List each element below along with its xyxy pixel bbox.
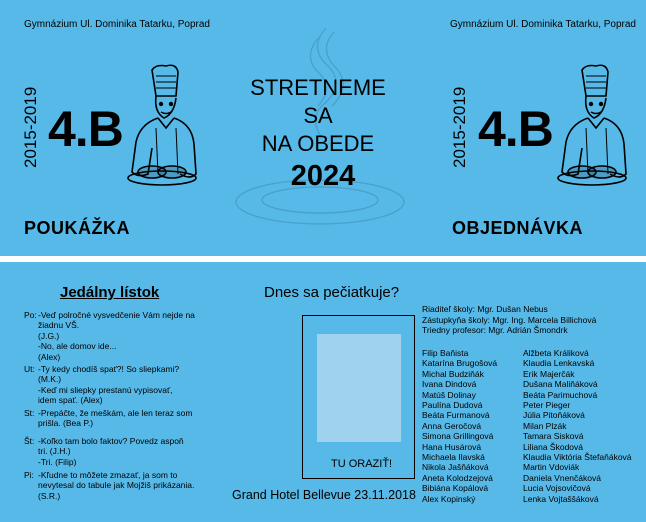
staff-list: Riaditeľ školy: Mgr. Dušan Nebus Zástupkyňa školy: Mgr. Ing. Marcela Billichová Triedny profesor: Mgr. Adrián Šmondrk (422, 304, 597, 335)
years-left: 2015-2019 (21, 86, 40, 168)
students-list-right: Alžbeta Králiková Klaudia Lenkavská Erik Majerčák Dušana Maliňáková Beáta Parimuchová Peter Pieger Júlia Pitoňáková Milan Plzák Tamara Sisková Liliana Škodová Klaudia Viktória Štefaňáková Martin Vdoviák Daniela Vnenčáková Lucia Vojsovičová Lenka Vojtaššáková (523, 348, 632, 504)
headline-line-2: SA (303, 103, 333, 128)
chef-icon (548, 62, 630, 192)
event-venue-date: Grand Hotel Bellevue 23.11.2018 (232, 488, 416, 502)
stamp-frame (302, 315, 415, 479)
menu-entry-tuesday: Ut: -Ty kedy chodíš spať?! So sliepkami? (M.K.) -Keď mi sliepky prestanú vypisovať, idem spať. (Alex) (24, 364, 180, 406)
stamp-label: TU ORAZIŤ! (331, 458, 393, 470)
menu-title: Jedálny lístok (60, 284, 160, 301)
headline-line-1: STRETNEME (250, 75, 386, 100)
class-right: 4.B (478, 101, 553, 157)
class-left: 4.B (48, 101, 123, 157)
years-right: 2015-2019 (450, 86, 469, 168)
menu-entry-wednesday: St: -Prepáčte, že meškám, ale len teraz som prišla. (Bea P.) (24, 408, 193, 429)
menu-entry-thursday: Št: -Koľko tam bolo faktov? Povedz aspoň tri. (J.H.) -Tri. (Filip) (24, 436, 184, 467)
chef-icon (118, 62, 200, 192)
stamp-question: Dnes sa pečiatkuje? (264, 284, 400, 301)
stamp-area (317, 334, 401, 442)
voucher-label: POUKÁŽKA (24, 218, 130, 238)
headline (228, 74, 408, 158)
students-list-left: Filip Baňista Katarína Brugošová Michal Budziňák Ivana Dindová Matúš Dolinay Paulína Dudová Beáta Furmanová Anna Geročová Simona Grillingová Hana Husárová Michaela Ilavská Nikola Jašňáková Aneta Kolodzejová Bibiána Kopálová Alex Kopinský (422, 348, 498, 504)
school-name-right: Gymnázium Ul. Dominika Tatarku, Poprad (450, 19, 636, 30)
menu-entry-friday: Pi: -Kľudne to môžete zmazať, ja som to nevytesal do tabule jak Mojžiš prikázania. (S.R.) (24, 470, 195, 501)
menu-entry-monday: Po: -Veď polročné vysvedčenie Vám nejde na žiadnu VŠ. (J.G.) -No, ale domov ide... (Alex) (24, 310, 195, 362)
order-label: OBJEDNÁVKA (452, 218, 584, 238)
ticket-back (0, 262, 646, 522)
school-name-left: Gymnázium Ul. Dominika Tatarku, Poprad (24, 19, 210, 30)
event-year: 2024 (290, 160, 356, 192)
ticket-front (0, 0, 646, 256)
headline-line-3: NA OBEDE (261, 131, 375, 156)
